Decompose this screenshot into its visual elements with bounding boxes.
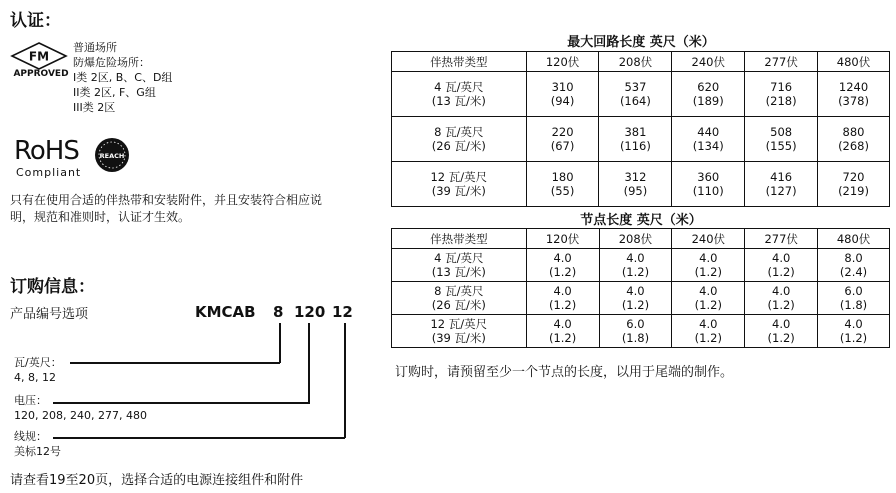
value-meters: (55) xyxy=(550,184,575,198)
cert-line-class2: II类 2区, F、G组 xyxy=(73,86,156,99)
value-feet: 4.0 xyxy=(553,317,572,331)
cell-value xyxy=(599,72,672,117)
cell-value xyxy=(672,162,745,207)
cert-line-class3: III类 2区 xyxy=(73,101,116,114)
watt-connector-vertical xyxy=(279,323,281,363)
cell-value xyxy=(818,282,890,315)
cable-type-imperial: 4 瓦/英尺 xyxy=(434,80,484,94)
cell-value xyxy=(672,249,745,282)
value-meters: (2.4) xyxy=(839,265,868,279)
table-row xyxy=(392,315,890,348)
value-meters: (1.2) xyxy=(694,298,722,312)
value-meters: (218) xyxy=(765,94,797,108)
value-meters: (1.8) xyxy=(621,331,650,345)
cell-value xyxy=(599,282,672,315)
cell-value xyxy=(526,282,599,315)
value-meters: (1.2) xyxy=(548,298,577,312)
value-meters: (189) xyxy=(692,94,724,108)
value-feet: 4.0 xyxy=(626,284,645,298)
header-120v: 120伏 xyxy=(526,229,599,249)
header-120v: 120伏 xyxy=(526,52,599,72)
cell-value xyxy=(818,315,890,348)
gauge-connector-horizontal xyxy=(53,437,345,439)
value-feet: 8.0 xyxy=(844,251,863,265)
header-cable-type: 伴热带类型 xyxy=(392,229,527,249)
ordering-heading: 订购信息： xyxy=(10,277,95,297)
model-code-gauge: 12 xyxy=(332,303,353,321)
value-meters: (110) xyxy=(692,184,724,198)
cell-value xyxy=(526,72,599,117)
cable-type-metric: (39 瓦/米) xyxy=(431,184,486,198)
cell-value xyxy=(526,315,599,348)
voltage-option-values: 120, 208, 240, 277, 480 xyxy=(14,409,147,422)
value-meters: (268) xyxy=(838,139,869,153)
fm-approved-text: APPROVED xyxy=(13,69,69,79)
max-length-title: 最大回路长度 英尺（米） xyxy=(567,35,715,50)
cable-type-metric: (26 瓦/米) xyxy=(431,298,486,312)
cell-cable-type xyxy=(392,315,527,348)
rohs-logo xyxy=(14,136,94,178)
node-length-table xyxy=(391,228,890,348)
value-feet: 4.0 xyxy=(844,317,863,331)
value-meters: (1.8) xyxy=(839,298,868,312)
cell-value xyxy=(745,315,818,348)
cell-value xyxy=(599,315,672,348)
value-meters: (1.2) xyxy=(767,331,795,345)
cell-value xyxy=(599,249,672,282)
value-feet: 360 xyxy=(697,170,720,184)
value-meters: (1.2) xyxy=(694,265,722,279)
watt-option-label: 瓦/英尺： xyxy=(14,356,62,369)
table-row xyxy=(392,282,890,315)
value-meters: (219) xyxy=(838,184,869,198)
cable-type-metric: (13 瓦/米) xyxy=(431,94,486,108)
value-meters: (127) xyxy=(765,184,797,198)
value-feet: 1240 xyxy=(838,80,869,94)
cell-cable-type xyxy=(392,72,527,117)
rohs-compliant-text: Compliant xyxy=(16,166,82,179)
cell-value xyxy=(526,249,599,282)
cell-value xyxy=(818,72,890,117)
value-feet: 620 xyxy=(697,80,720,94)
value-meters: (1.2) xyxy=(767,298,795,312)
value-feet: 4.0 xyxy=(699,284,718,298)
reach-logo xyxy=(94,137,130,173)
value-meters: (378) xyxy=(838,94,869,108)
cable-type-imperial: 8 瓦/英尺 xyxy=(434,284,484,298)
value-feet: 4.0 xyxy=(553,284,572,298)
value-feet: 4.0 xyxy=(699,317,718,331)
cell-value xyxy=(526,117,599,162)
value-meters: (155) xyxy=(765,139,797,153)
header-277v: 277伏 xyxy=(745,229,818,249)
cable-type-metric: (13 瓦/米) xyxy=(431,265,486,279)
cell-cable-type xyxy=(392,117,527,162)
header-480v: 480伏 xyxy=(818,229,890,249)
voltage-connector-vertical xyxy=(308,323,310,403)
cell-value xyxy=(672,282,745,315)
value-meters: (67) xyxy=(550,139,575,153)
gauge-option xyxy=(14,429,61,459)
value-meters: (1.2) xyxy=(548,331,577,345)
cert-line-general: 普通场所 xyxy=(73,41,117,54)
value-feet: 720 xyxy=(842,170,865,184)
cert-line-class1: I类 2区, B、C、D组 xyxy=(73,71,173,84)
cable-type-imperial: 4 瓦/英尺 xyxy=(434,251,484,265)
cell-value xyxy=(818,162,890,207)
value-feet: 4.0 xyxy=(772,317,791,331)
cell-value xyxy=(745,162,818,207)
gauge-option-values: 美标12号 xyxy=(14,445,61,458)
table-row xyxy=(392,162,890,207)
value-meters: (164) xyxy=(619,94,651,108)
value-feet: 6.0 xyxy=(844,284,863,298)
cell-value xyxy=(672,72,745,117)
gauge-connector-vertical xyxy=(344,323,346,438)
table-header-row xyxy=(392,229,890,249)
model-code-voltage: 120 xyxy=(294,303,326,321)
watt-option-values: 4, 8, 12 xyxy=(14,371,56,384)
node-length-note: 订购时，请预留至少一个节点的长度，以用于尾端的制作。 xyxy=(395,365,734,380)
value-meters: (116) xyxy=(619,139,651,153)
table-row xyxy=(392,117,890,162)
value-feet: 416 xyxy=(770,170,793,184)
cell-value xyxy=(599,117,672,162)
cell-value xyxy=(818,249,890,282)
cell-value xyxy=(526,162,599,207)
cable-type-imperial: 12 瓦/英尺 xyxy=(430,317,488,331)
value-feet: 381 xyxy=(624,125,647,139)
fm-logo-text: FM xyxy=(28,49,50,64)
model-code-prefix: KMCAB xyxy=(195,303,256,321)
value-feet: 4.0 xyxy=(699,251,718,265)
value-feet: 716 xyxy=(770,80,793,94)
value-feet: 4.0 xyxy=(626,251,645,265)
value-meters: (1.2) xyxy=(839,331,868,345)
cell-value xyxy=(672,315,745,348)
header-cable-type: 伴热带类型 xyxy=(392,52,527,72)
value-feet: 4.0 xyxy=(772,284,791,298)
cable-type-metric: (39 瓦/米) xyxy=(431,331,486,345)
header-208v: 208伏 xyxy=(599,52,672,72)
value-feet: 4.0 xyxy=(553,251,572,265)
rohs-logo-text: RoHS xyxy=(14,136,79,166)
value-feet: 440 xyxy=(697,125,720,139)
voltage-option xyxy=(14,393,147,423)
ordering-subheading: 产品编号选项 xyxy=(10,307,89,322)
value-feet: 220 xyxy=(551,125,574,139)
cell-value xyxy=(818,117,890,162)
header-240v: 240伏 xyxy=(672,52,745,72)
fm-approved-logo xyxy=(10,42,68,82)
table-header-row xyxy=(392,52,890,72)
value-meters: (1.2) xyxy=(621,265,650,279)
watt-connector-horizontal xyxy=(70,362,280,364)
cell-value xyxy=(599,162,672,207)
value-meters: (1.2) xyxy=(694,331,722,345)
model-code-watt: 8 xyxy=(273,303,284,321)
value-feet: 880 xyxy=(842,125,865,139)
reach-logo-text: REACH xyxy=(99,152,125,160)
cell-cable-type xyxy=(392,282,527,315)
value-meters: (95) xyxy=(623,184,648,198)
value-feet: 537 xyxy=(624,80,647,94)
value-feet: 4.0 xyxy=(772,251,791,265)
table-row xyxy=(392,249,890,282)
value-meters: (1.2) xyxy=(767,265,795,279)
value-feet: 6.0 xyxy=(626,317,645,331)
cable-type-metric: (26 瓦/米) xyxy=(431,139,486,153)
node-length-title: 节点长度 英尺（米） xyxy=(580,213,702,228)
cell-cable-type xyxy=(392,162,527,207)
header-480v: 480伏 xyxy=(818,52,890,72)
cable-type-imperial: 12 瓦/英尺 xyxy=(430,170,488,184)
cell-cable-type xyxy=(392,249,527,282)
ordering-footer: 请查看19至20页，选择合适的电源连接组件和附件 xyxy=(10,473,304,488)
header-208v: 208伏 xyxy=(599,229,672,249)
value-feet: 310 xyxy=(551,80,574,94)
value-meters: (1.2) xyxy=(621,298,650,312)
table-row xyxy=(392,72,890,117)
value-feet: 508 xyxy=(770,125,793,139)
cert-note-line-2: 明，规范和准则时，认证才生效。 xyxy=(10,210,191,224)
value-meters: (1.2) xyxy=(548,265,577,279)
cell-value xyxy=(745,249,818,282)
voltage-option-label: 电压： xyxy=(14,394,47,407)
certification-note xyxy=(10,192,370,226)
watt-option xyxy=(14,355,62,385)
certification-list xyxy=(73,40,172,115)
value-feet: 312 xyxy=(624,170,647,184)
cell-value xyxy=(745,117,818,162)
max-length-table xyxy=(391,51,890,207)
header-277v: 277伏 xyxy=(745,52,818,72)
header-240v: 240伏 xyxy=(672,229,745,249)
cert-line-hazardous: 防爆危险场所： xyxy=(73,56,150,69)
value-meters: (134) xyxy=(692,139,724,153)
value-meters: (94) xyxy=(550,94,575,108)
cable-type-imperial: 8 瓦/英尺 xyxy=(434,125,484,139)
cell-value xyxy=(672,117,745,162)
cell-value xyxy=(745,72,818,117)
cell-value xyxy=(745,282,818,315)
cert-note-line-1: 只有在使用合适的伴热带和安装附件，并且安装符合相应说 xyxy=(10,193,323,207)
gauge-option-label: 线规： xyxy=(14,430,47,443)
value-feet: 180 xyxy=(551,170,574,184)
certification-heading: 认证： xyxy=(10,11,61,31)
